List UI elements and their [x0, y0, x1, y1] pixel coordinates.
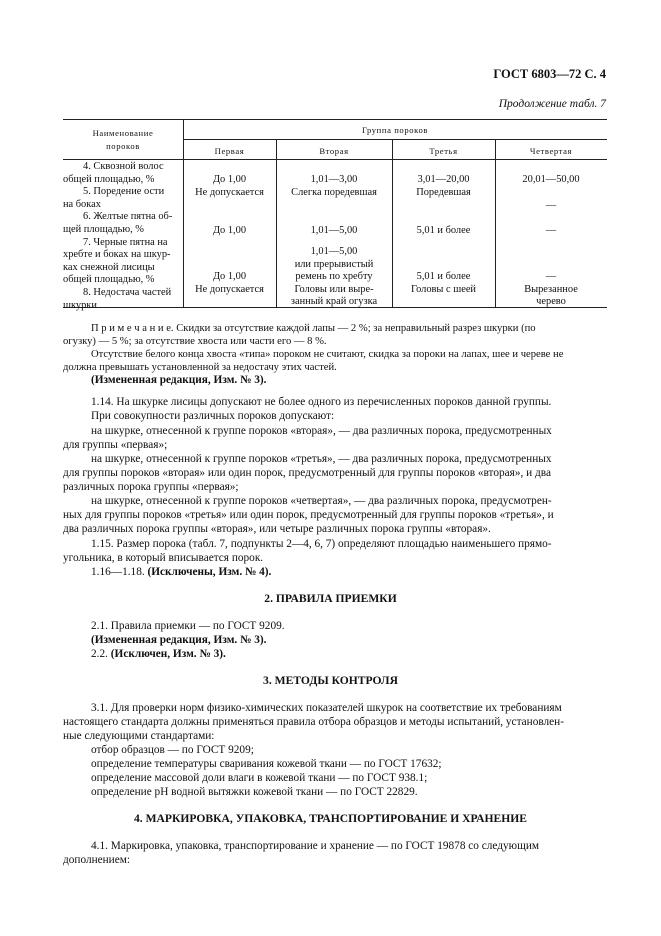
third-group-cell: 3,01—20,00 [417, 174, 470, 185]
section-heading-marking: 4. МАРКИРОВКА, УПАКОВКА, ТРАНСПОРТИРОВАНИЕ И ХРАНЕНИЕ [133, 812, 528, 825]
defect-name-line: 4. Сквозной волос [83, 161, 164, 172]
second-group-line: Головы или выре- [294, 283, 374, 295]
second-group-line: ремень по хребту [295, 271, 373, 283]
paragraph-line: определение pH водной вытяжки кожевой ткани — по ГОСТ 22829. [91, 786, 418, 798]
fourth-group-cell: — [545, 271, 557, 282]
group-header-rule [183, 139, 607, 140]
note-line: должна превышать установленной за недостачу этих частей. [63, 362, 337, 373]
defect-name-line: шкурки [63, 299, 97, 311]
first-group-cell: Не допускается [195, 187, 264, 198]
paragraph-line: на шкурке, отнесенной к группе пороков «вторая», — два различных порока, предусмотренных [91, 425, 552, 437]
third-group-cell: 5,01 и более [416, 225, 471, 236]
group-header: Группа пороков [361, 125, 429, 135]
fourth-group-cell: — [545, 225, 557, 236]
defect-name-line: общей площадью, % [63, 173, 155, 185]
first-group-cell: До 1,00 [212, 225, 247, 236]
paragraph-line: два различных порока группы «вторая», или четыре различных порока группы «вторая». [63, 523, 491, 535]
paragraph-line: для группы «первая»; [63, 439, 168, 451]
first-group-cell: До 1,00 [212, 271, 247, 282]
paragraph-line: на шкурке, отнесенной к группе пороков «третья», — два различных порока, предусмотренных [91, 453, 552, 465]
col-header-line: Наименование [92, 128, 154, 138]
amendment-note: (Измененная редакция, Изм. № 3). [91, 634, 267, 646]
defect-name-line: общей площадью, % [63, 274, 155, 286]
section-heading-control-methods: 3. МЕТОДЫ КОНТРОЛЯ [263, 674, 398, 687]
paragraph-line: отбор образцов — по ГОСТ 9209; [91, 744, 254, 756]
defect-name-line: хребте и боках на шкур- [63, 249, 171, 261]
defect-name-line: 6. Желтые пятна об- [83, 211, 173, 223]
defect-name-line: 5. Поредение ости [83, 186, 165, 198]
section-heading-acceptance: 2. ПРАВИЛА ПРИЕМКИ [264, 592, 397, 605]
fourth-group-cell: — [545, 200, 557, 211]
group-second-header: Вторая [319, 146, 349, 156]
third-group-cell: Поредевшая [416, 187, 471, 198]
second-group-cell: 1,01—3,00 [310, 174, 358, 185]
defect-name-line: на боках [63, 198, 101, 210]
paragraph-line: 4.1. Маркировка, упаковка, транспортирование и хранение — по ГОСТ 19878 со следующим [91, 840, 540, 852]
paragraph-line: 1.15. Размер порока (табл. 7, подпункты 2—4, 6, 7) определяют площадью наименьшего прямо- [91, 538, 552, 550]
defect-name-line: 7. Черные пятна на [83, 236, 168, 248]
header-bottom-rule [63, 159, 607, 160]
paragraph-line: угольника, в который вписывается порок. [63, 552, 264, 564]
fourth-group-cell: Вырезанное [524, 284, 578, 295]
excluded-note: (Исключены, Изм. № 4). [147, 566, 272, 578]
table-top-rule [63, 119, 607, 120]
second-group-line: или прерывистый [294, 258, 374, 270]
paragraph-line: 3.1. Для проверки норм физико-химических показателей шкурок на соответствие их требованиям [91, 702, 562, 714]
paragraph-line: дополнением: [63, 854, 131, 866]
paragraph-line: 2.1. Правила приемки — по ГОСТ 9209. [91, 620, 285, 632]
first-group-cell: До 1,00 [212, 174, 247, 185]
note-line: Отсутствие белого конца хвоста «типа» пороком не считают, скидка за пороки на лапах, шее и череве не [91, 349, 564, 360]
defect-name-line: 8. Недостача частей [83, 286, 172, 298]
paragraph-line: определение температуры сваривания кожевой ткани — по ГОСТ 17632; [91, 758, 442, 770]
second-group-cell: 1,01—5,00 [310, 225, 358, 236]
third-group-cell: Головы с шеей [410, 284, 476, 295]
fourth-group-cell: черево [536, 296, 566, 307]
excluded-note: (Исключен, Изм. № 3). [110, 648, 226, 660]
defect-name-line: ках снежной лисицы [63, 261, 155, 273]
paragraph-line: При совокупности различных пороков допускают: [91, 410, 335, 422]
paragraph-line: определение массовой доли влаги в кожевой ткани — по ГОСТ 938.1; [91, 772, 428, 784]
paragraph-line: настоящего стандарта должны применяться правила отбора образцов и методы испытаний, установлен- [63, 716, 564, 728]
group-third-header: Третья [429, 146, 458, 156]
page-header: ГОСТ 6803—72 С. 4 [493, 67, 606, 81]
clause-number: 2.2. [91, 648, 111, 660]
defect-names-column [63, 161, 181, 312]
third-group-cell: 5,01 и более [416, 271, 471, 282]
paragraph-line: ные следующими стандартами: [63, 730, 215, 742]
paragraph-line: ных для группы пороков «третья» или один порок, предусмотренный для группы пороков «третья», и [63, 509, 554, 521]
note-line: П р и м е ч а н и е. Скидки за отсутствие каждой лапы — 2 %; за неправильный разрез шкурки (по [91, 323, 536, 334]
paragraph-line [91, 648, 226, 661]
paragraph-line: различных порока группы «первая»; [63, 481, 239, 493]
col-header-line: пороков [106, 140, 140, 151]
note-line: огузку) — 5 %; за отсутствие хвоста или части его — 8 %. [63, 336, 327, 347]
clause-number: 1.16—1.18. [91, 566, 148, 578]
defect-name-line: щей площадью, % [63, 223, 144, 235]
group-first-header: Первая [214, 146, 245, 156]
paragraph-line [91, 566, 271, 579]
second-group-line: 1,01—5,00 [310, 246, 358, 257]
paragraph-line: на шкурке, отнесенной к группе пороков «четвертая», — два различных порока, предусмотрен- [91, 495, 552, 507]
paragraph-line: для группы пороков «вторая» или один порок, предусмотренный для группы пороков «вторая», и два [63, 467, 551, 479]
fourth-group-cell: 20,01—50,00 [522, 174, 580, 185]
table-continuation-label: Продолжение табл. 7 [498, 98, 606, 110]
group-fourth-header: Четвертая [529, 146, 573, 156]
amendment-note: (Измененная редакция, Изм. № 3). [91, 374, 267, 386]
second-group-line: занный край огузка [290, 296, 378, 308]
first-group-cell: Не допускается [195, 284, 264, 295]
col-header-defects [63, 127, 183, 152]
defects-table [63, 119, 607, 311]
second-group-cell [276, 246, 392, 309]
second-group-cell: Слегка поредевшая [291, 187, 377, 198]
paragraph-line: 1.14. На шкурке лисицы допускают не более одного из перечисленных пороков данной группы. [91, 396, 552, 408]
